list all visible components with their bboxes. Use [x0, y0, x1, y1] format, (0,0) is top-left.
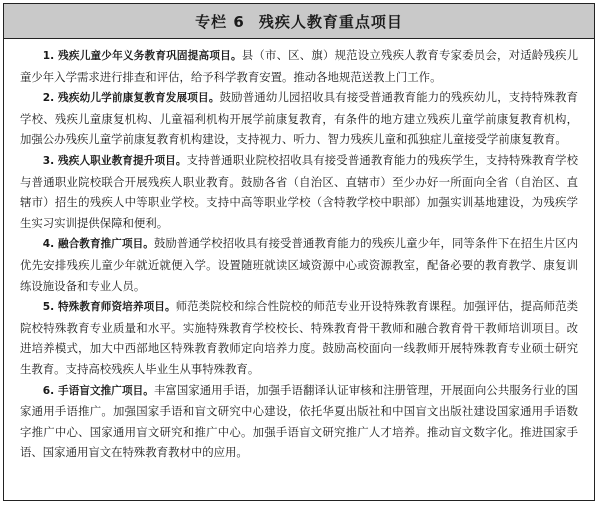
project-item-1-heading: 1. 残疾儿童少年义务教育巩固提高项目。 [42, 50, 242, 62]
project-item-5-heading: 5. 特殊教育师资培养项目。 [42, 301, 176, 314]
project-item-4-body: 鼓励普通学校招收具有接受普通教育能力的残疾儿童少年，同等条件下在招生片区内优先安排残疾儿童少年就近就便入学。设置随班就读区域资源中心或资源教室，配备必要的教育教学、康复训练设施设备和专业人员。 [20, 236, 578, 293]
project-item-5 [20, 296, 578, 379]
project-item-1-body: 县（市、区、旗）规范设立残疾人教育专家委员会，对适龄残疾儿童少年入学需求进行排查和评估，给予科学教育安置。推动各地规范送教上门工作。 [20, 48, 578, 84]
box-content [4, 39, 594, 463]
project-item-6-heading: 6. 手语盲文推广项目。 [42, 384, 154, 397]
project-item-3 [20, 150, 578, 233]
project-item-1 [20, 45, 578, 87]
box-title [4, 4, 594, 39]
project-item-2-body: 鼓励普通幼儿园招收具有接受普通教育能力的残疾幼儿，支持特殊教育学校、残疾儿童康复机构、儿童福利机构开展学前康复教育，有条件的地方建立残疾儿童学前康复教育机构，加强公办残疾儿童学前康复教育机构建设，支持视力、听力、智力残疾儿童和孤独症儿童接受学前康复教育。 [20, 90, 578, 147]
project-item-3-body: 支持普通职业院校招收具有接受普通教育能力的残疾学生，支持特殊教育学校与普通职业院校联合开展残疾人职业教育。鼓励各省（自治区、直辖市）至少办好一所面向全省（自治区、直辖市）招生的残疾人中等职业学校。支持中高等职业学校（含特教学校中职部）加强实训基地建设，为残疾学生实习实训提供保障和便利。 [20, 152, 578, 230]
project-item-5-body: 师范类院校和综合性院校的师范专业开设特殊教育课程。加强评估，提高师范类院校特殊教育专业质量和水平。实施特殊教育学校校长、特殊教育骨干教师和融合教育骨干教师培训项目。改进培养模式，加大中西部地区特殊教育教师定向培养力度。鼓励高校面向一线教师开展特殊教育专业硕士研究生教育。支持高校残疾人毕业生从事特殊教育。 [20, 299, 578, 376]
feature-box [3, 3, 595, 501]
project-item-3-heading: 3. 残疾人职业教育提升项目。 [42, 154, 187, 167]
project-item-6-body: 丰富国家通用手语，加强手语翻译认证审核和注册管理，开展面向公共服务行业的国家通用手语推广。加强国家手语和盲文研究中心建设，依托华夏出版社和中国盲文出版社建设国家通用手语数字推广中心、国家通用盲文研究和推广中心。加强手语盲文研究推广人才培养。推动盲文数字化。推进国家手语、国家通用盲文在特殊教育教材中的应用。 [20, 382, 578, 460]
box-title-text: 残疾人教育重点项目 [258, 12, 403, 31]
project-item-2 [20, 87, 578, 150]
project-item-4-heading: 4. 融合教育推广项目。 [42, 238, 154, 251]
project-item-6 [20, 380, 578, 463]
project-item-4 [20, 233, 578, 296]
box-title-number: 专栏 6 [195, 12, 245, 31]
project-item-2-heading: 2. 残疾幼儿学前康复教育发展项目。 [42, 92, 220, 105]
